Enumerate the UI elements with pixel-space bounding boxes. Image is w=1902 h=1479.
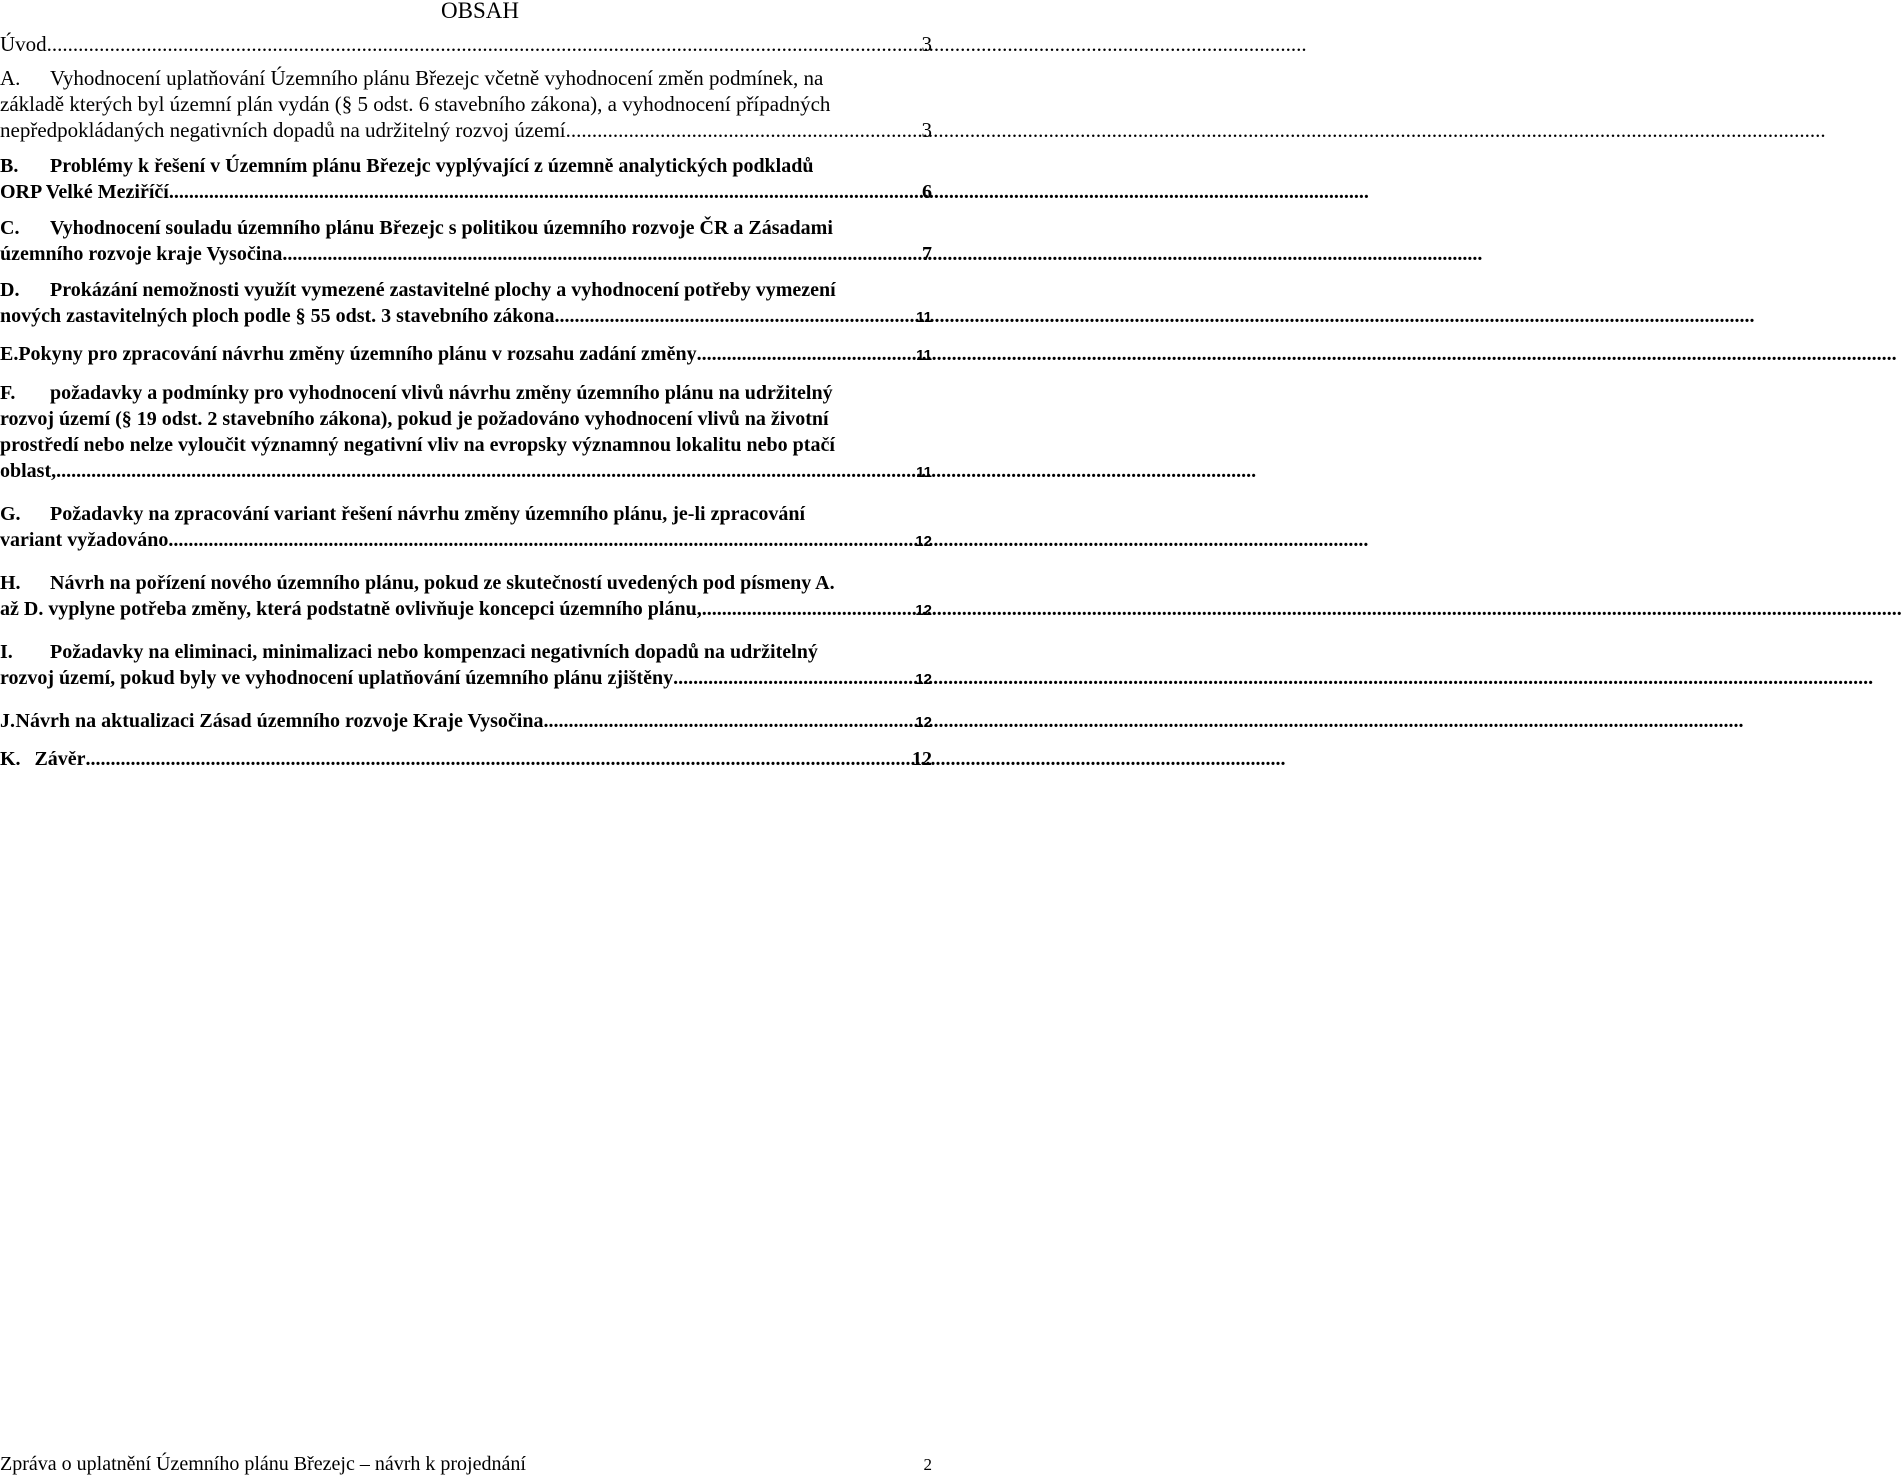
toc-entry-letter: E. (0, 343, 19, 365)
toc-entry-text: Návrh na pořízení nového územního plánu, pokud ze skutečností uvedených pod písmeny A. (50, 572, 835, 594)
toc-entry-d[interactable] (0, 277, 932, 331)
toc-entry-text: až D. vyplyne potřeba změny, která podstatně ovlivňuje koncepci územního plánu, (0, 598, 702, 620)
dot-leader (282, 241, 922, 267)
page-title: OBSAH (441, 0, 519, 23)
toc-page-number: 12 (915, 671, 932, 688)
toc-entry-b[interactable] (0, 153, 932, 205)
toc-entry-letter: C. (0, 217, 20, 239)
toc-entry-text: územního rozvoje kraje Vysočina (0, 243, 283, 265)
toc-page-number: 11 (916, 464, 932, 481)
toc-entry-text: Požadavky na eliminaci, minimalizaci nebo kompenzaci negativních dopadů na udržitelný (50, 641, 818, 663)
toc-entry-letter: G. (0, 503, 21, 525)
toc-entry-h[interactable] (0, 570, 932, 624)
toc-entry-e[interactable] (0, 341, 932, 369)
dot-leader (702, 596, 916, 622)
toc-entry-letter: B. (0, 155, 19, 177)
toc-entry-text: Problémy k řešení v Územním plánu Březejc vyplývající z územně analytických podkladů (50, 155, 814, 177)
table-of-contents (0, 31, 932, 772)
toc-page-number: 12 (915, 533, 932, 550)
toc-entry-j[interactable] (0, 708, 932, 736)
toc-entry-letter: F. (0, 382, 16, 404)
toc-entry-letter: H. (0, 572, 21, 594)
toc-entry-text: ORP Velké Meziříčí (0, 181, 169, 203)
toc-entry-text: prostředí nebo nelze vyloučit významný negativní vliv na evropsky významnou lokalitu nebo ptačí (0, 434, 835, 456)
dot-leader (673, 665, 915, 691)
toc-entry-g[interactable] (0, 501, 932, 555)
toc-entry-text: rozvoj území, pokud byly ve vyhodnocení uplatňování územního plánu zjištěny (0, 667, 674, 689)
toc-entry-k[interactable] (0, 746, 932, 772)
toc-entry-text: Vyhodnocení souladu územního plánu Březejc s politikou územního rozvoje ČR a Zásadami (50, 217, 833, 239)
toc-entry-text: variant vyžadováno (0, 529, 169, 551)
dot-leader (566, 117, 922, 143)
toc-page-number: 12 (912, 748, 932, 770)
toc-page-number: 12 (915, 602, 932, 619)
toc-entry-c[interactable] (0, 215, 932, 267)
toc-page-number: 11 (916, 347, 932, 364)
toc-entry-letter: J. (0, 710, 15, 732)
toc-entry-text: Požadavky na zpracování variant řešení návrhu změny územního plánu, je-li zpracování (50, 503, 805, 525)
toc-page-number: 3 (921, 32, 932, 56)
toc-entry-text: Úvod (0, 32, 47, 56)
toc-entry-text: Prokázání nemožnosti využít vymezené zastavitelné plochy a vyhodnocení potřeby vymezení (50, 279, 836, 301)
dot-leader (168, 527, 915, 553)
toc-page-number: 11 (916, 309, 932, 326)
toc-entry-a[interactable] (0, 65, 932, 143)
dot-leader (169, 179, 922, 205)
toc-entry-letter: D. (0, 279, 20, 301)
dot-leader (697, 341, 917, 367)
toc-entry-text: rozvoj území (§ 19 odst. 2 stavebního zákona), pokud je požadováno vyhodnocení vlivů na životní (0, 408, 829, 430)
toc-entry-text: Vyhodnocení uplatňování Územního plánu Březejc včetně vyhodnocení změn podmínek, na (50, 66, 824, 90)
toc-page-number: 12 (915, 714, 932, 731)
toc-entry-letter: A. (0, 66, 21, 90)
dot-leader (86, 746, 912, 772)
toc-entry-text: nových zastavitelných ploch podle § 55 odst. 3 stavebního zákona (0, 305, 555, 327)
footer-page-number: 2 (923, 1455, 932, 1474)
dot-leader (47, 31, 922, 57)
toc-page-number: 6 (922, 181, 932, 203)
toc-entry-intro[interactable] (0, 31, 932, 57)
toc-page-number: 3 (921, 118, 932, 142)
toc-entry-letter: K. (0, 748, 21, 770)
dot-leader (56, 458, 916, 484)
toc-entry-text: oblast, (0, 460, 57, 482)
toc-entry-text: nepředpokládaných negativních dopadů na udržitelný rozvoj území (0, 118, 566, 142)
toc-page-number: 7 (922, 243, 932, 265)
dot-leader (555, 303, 917, 329)
toc-entry-text: základě kterých byl územní plán vydán (§ 5 odst. 6 stavebního zákona), a vyhodnocení případných (0, 92, 831, 116)
toc-entry-text: Návrh na aktualizaci Zásad územního rozvoje Kraje Vysočina (15, 710, 544, 732)
toc-entry-i[interactable] (0, 639, 932, 693)
toc-entry-letter: I. (0, 641, 13, 663)
toc-entry-f[interactable] (0, 380, 932, 486)
toc-entry-text: Pokyny pro zpracování návrhu změny územního plánu v rozsahu zadání změny (18, 343, 697, 365)
toc-entry-text: požadavky a podmínky pro vyhodnocení vlivů návrhu změny územního plánu na udržitelný (50, 382, 833, 404)
toc-entry-text: Závěr (34, 748, 86, 770)
dot-leader (543, 708, 915, 734)
page-footer (0, 1452, 932, 1477)
footer-text: Zpráva o uplatnění Územního plánu Březejc – návrh k projednání (0, 1453, 526, 1475)
